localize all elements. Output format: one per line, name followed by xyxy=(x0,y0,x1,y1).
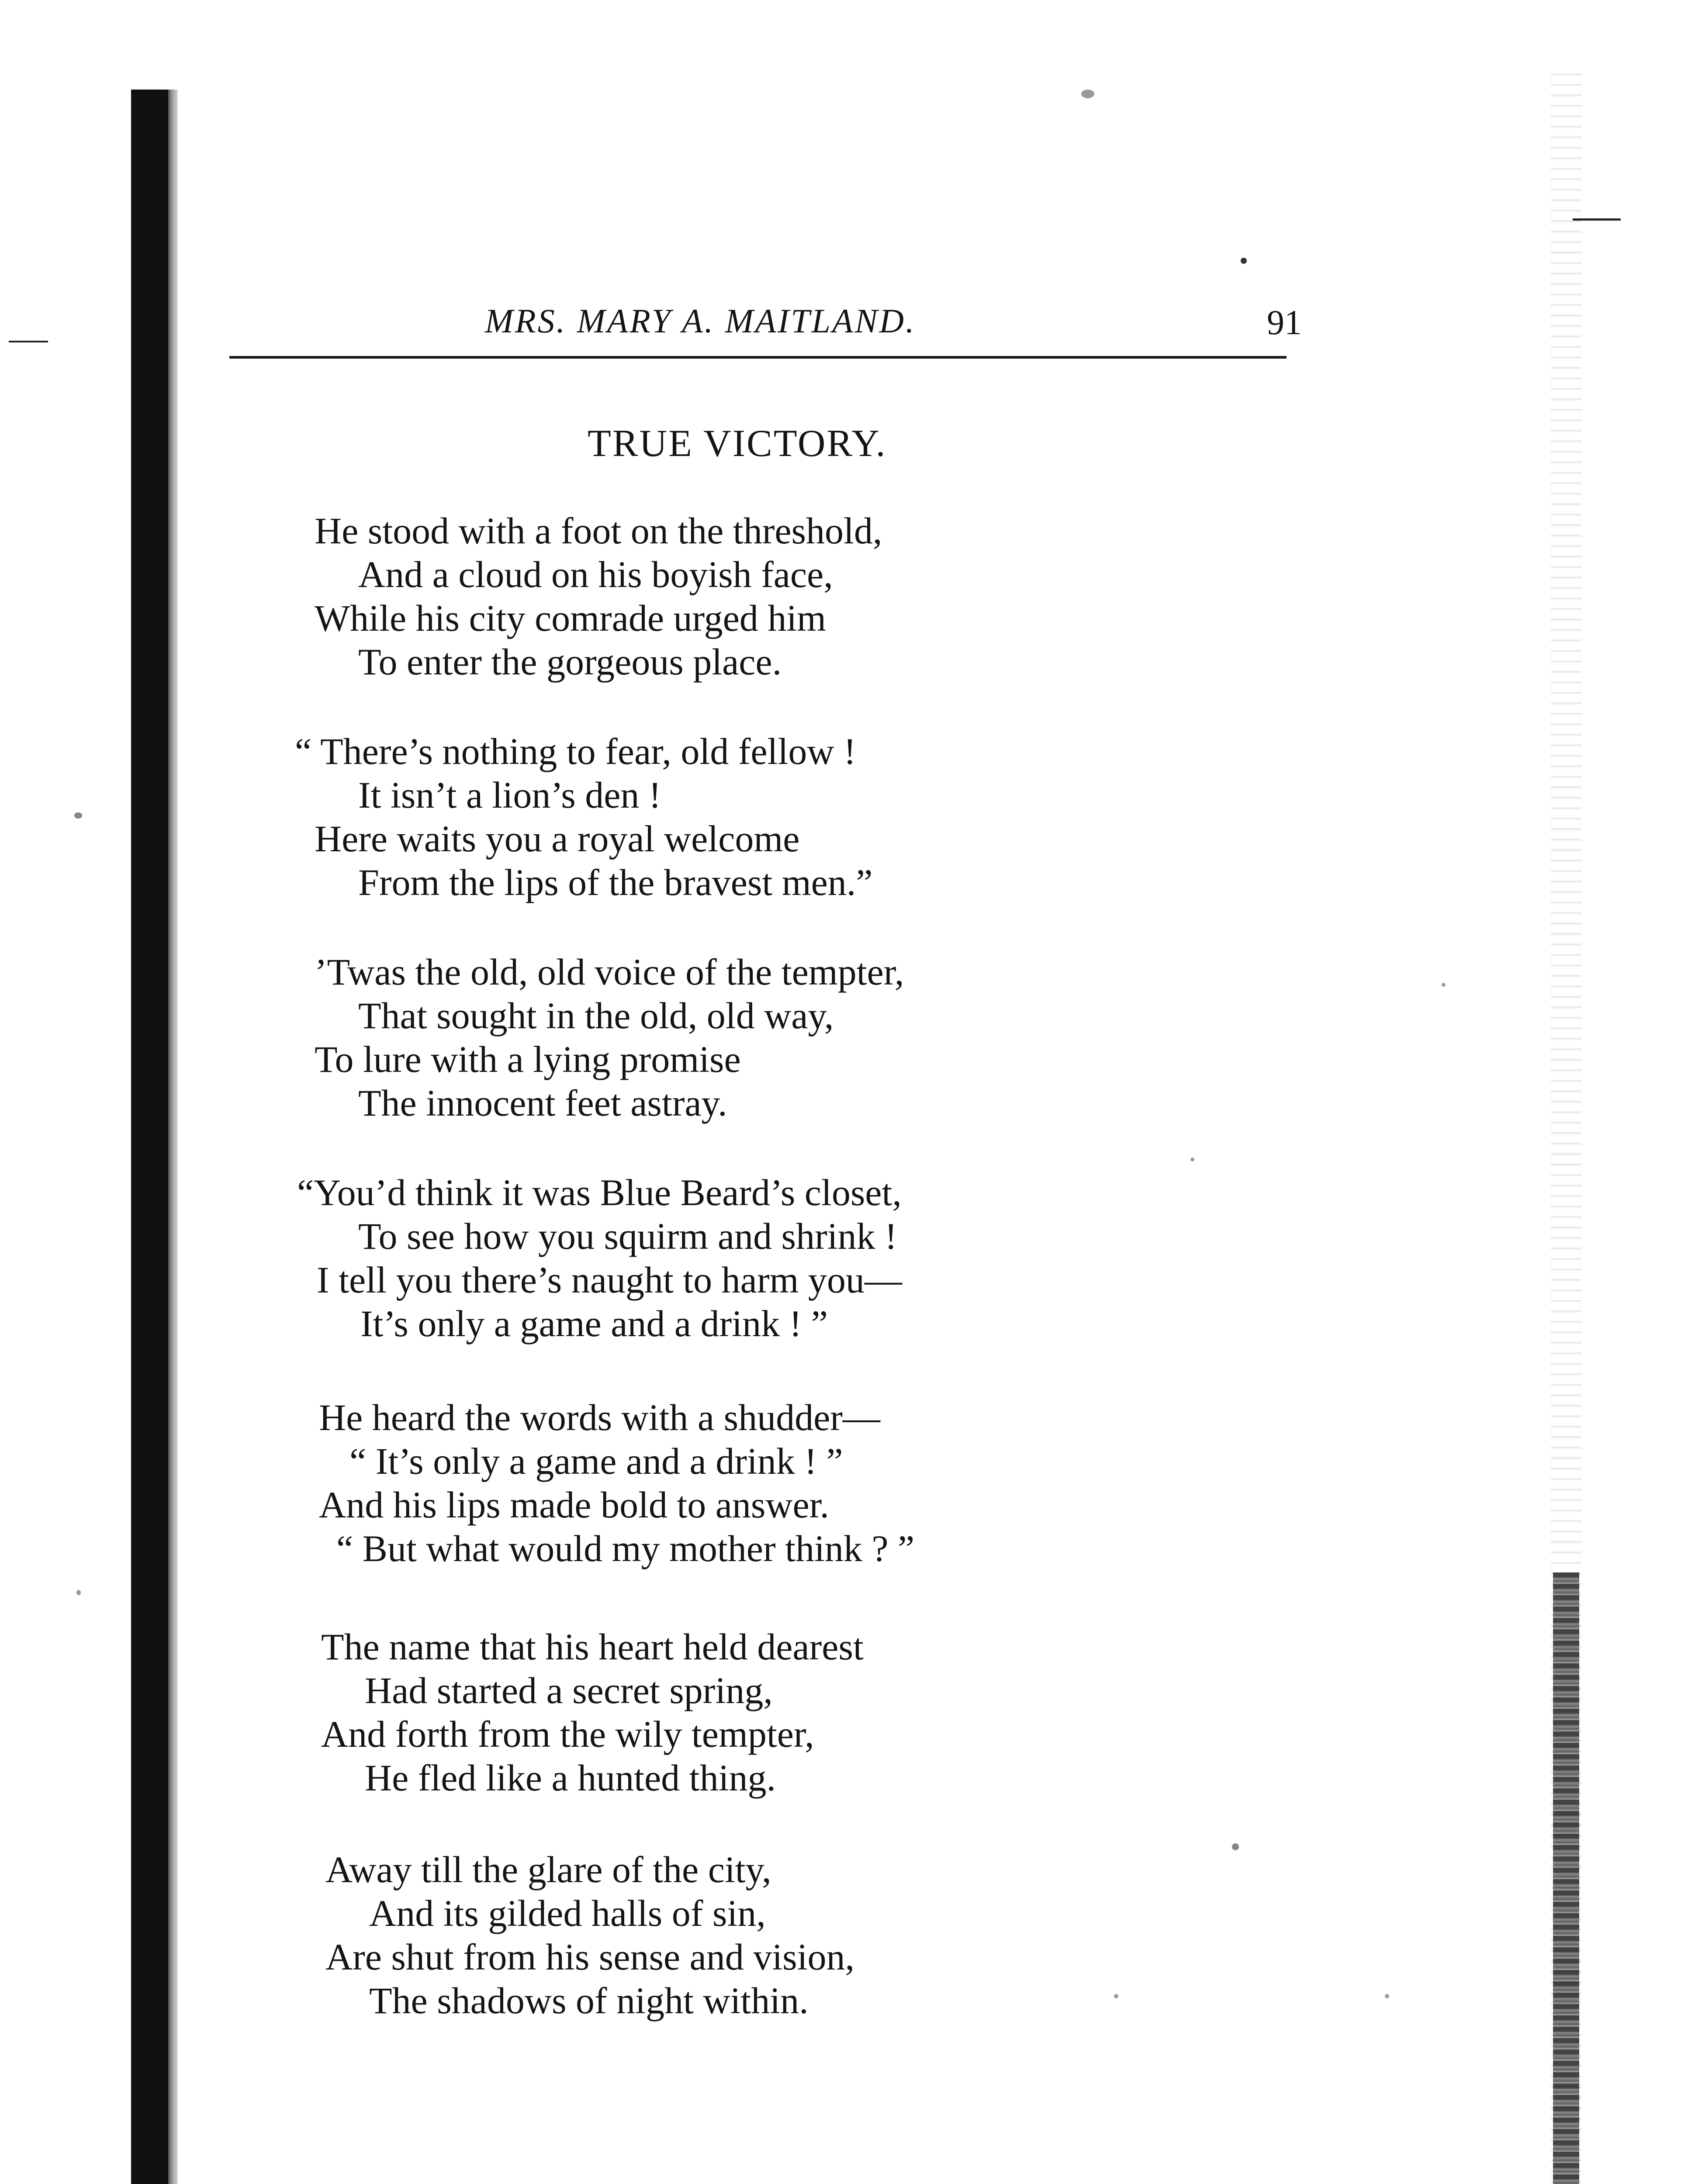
poem-line: Away till the glare of the city, xyxy=(325,1849,771,1890)
stanza-5 xyxy=(319,1396,1236,1570)
poem-line: To see how you squirm and shrink ! xyxy=(358,1215,897,1257)
poem-line: “You’d think it was Blue Beard’s closet, xyxy=(297,1171,902,1213)
stanza-3 xyxy=(315,950,1232,1125)
poem-line: ’Twas the old, old voice of the tempter, xyxy=(315,951,904,993)
stanza-7 xyxy=(325,1848,1243,2022)
scan-speck xyxy=(1385,1994,1389,1998)
poem-line: “ It’s only a game and a drink ! ” xyxy=(349,1440,843,1482)
stanza-1 xyxy=(315,509,1232,684)
poem-line: To lure with a lying promise xyxy=(315,1038,741,1080)
poem-line: He heard the words with a shudder— xyxy=(319,1396,880,1438)
scan-speck xyxy=(1241,258,1247,264)
poem-line: “ But what would my mother think ? ” xyxy=(336,1527,915,1569)
scan-speck xyxy=(1190,1158,1194,1161)
poem-line: And his lips made bold to answer. xyxy=(319,1484,830,1526)
poem-line: The name that his heart held dearest xyxy=(321,1626,864,1668)
poem-line: It’s only a game and a drink ! ” xyxy=(360,1303,828,1344)
poem-line: From the lips of the bravest men.” xyxy=(358,861,873,903)
poem-line: While his city comrade urged him xyxy=(315,597,827,639)
poem-line: And a cloud on his boyish face, xyxy=(358,553,833,595)
scan-speck xyxy=(76,1590,81,1595)
poem-line: And forth from the wily tempter, xyxy=(321,1713,814,1755)
scan-speck xyxy=(1232,1843,1239,1850)
poem-line: “ There’s nothing to fear, old fellow ! xyxy=(295,730,856,772)
binding-shadow xyxy=(131,90,168,2184)
poem-line: And its gilded halls of sin, xyxy=(369,1892,766,1934)
edge-mark xyxy=(1573,218,1621,221)
poem-line: I tell you there’s naught to harm you— xyxy=(317,1259,902,1301)
poem-line: It isn’t a lion’s den ! xyxy=(358,774,661,816)
binding-gradient xyxy=(168,90,178,2184)
stanza-2 xyxy=(295,729,1212,904)
scan-speck xyxy=(1081,90,1094,98)
page-number: 91 xyxy=(1267,304,1302,342)
stanza-6 xyxy=(321,1625,1238,1800)
page-edge-dark-bleed xyxy=(1553,1572,1579,2184)
scan-speck xyxy=(1114,1994,1118,1998)
running-head: MRS. MARY A. MAITLAND. xyxy=(485,302,916,340)
poem-line: The innocent feet astray. xyxy=(358,1082,727,1124)
poem-line: The shadows of night within. xyxy=(369,1980,809,2022)
poem-line: He fled like a hunted thing. xyxy=(365,1757,776,1799)
poem-line: That sought in the old, old way, xyxy=(358,995,834,1037)
poem-line: To enter the gorgeous place. xyxy=(358,641,782,683)
poem-title: TRUE VICTORY. xyxy=(588,422,887,465)
page-header xyxy=(485,301,1302,358)
scan-speck xyxy=(1442,983,1446,987)
edge-mark xyxy=(9,341,48,342)
poem-line: Had started a secret spring, xyxy=(365,1669,773,1711)
poem-line: Are shut from his sense and vision, xyxy=(325,1936,855,1978)
stanza-4 xyxy=(297,1171,1214,1345)
poem-line: Here waits you a royal welcome xyxy=(315,818,800,860)
header-rule xyxy=(229,356,1287,359)
poem-line: He stood with a foot on the threshold, xyxy=(315,510,882,552)
scan-speck xyxy=(74,812,82,819)
